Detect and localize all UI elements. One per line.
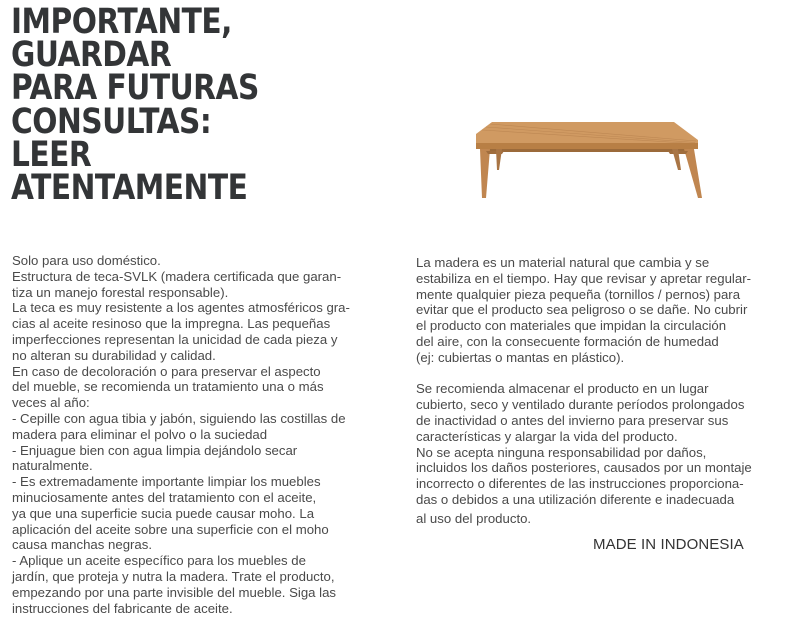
text-line: veces al año: xyxy=(12,395,90,411)
text-line: - Aplique un aceite específico para los muebles de xyxy=(12,553,306,569)
text-line: mente qualquier pieza pequeña (tornillos / pernos) para xyxy=(416,286,741,302)
title-line: ATENTAMENTE xyxy=(11,168,248,209)
table-edge xyxy=(476,143,698,149)
title-line: LEER xyxy=(11,134,92,175)
text-line: de inactividad o antes del invierno para preservar sus xyxy=(416,412,729,428)
text-line: evitar que el producto sea peligroso o se dañe. No cubrir xyxy=(416,302,748,318)
text-line: tiza un manejo forestal responsable). xyxy=(12,284,229,300)
title-line: IMPORTANTE, xyxy=(11,2,232,42)
care-instructions-right xyxy=(416,255,781,527)
care-instructions-left xyxy=(12,253,382,616)
text-line: ya que una superficie sucia puede causar moho. La xyxy=(12,505,315,521)
text-line: incluidos los daños posteriores, causados por un montaje xyxy=(416,460,752,476)
text-line: no alteran su durabilidad y calidad. xyxy=(12,347,216,363)
text-line: - Cepille con agua tibia y jabón, siguiendo las costillas de xyxy=(12,410,346,426)
text-line: características y alargar la vida del producto. xyxy=(416,428,678,444)
text-line: La madera es un material natural que cambia y se xyxy=(416,255,710,270)
text-line: cubierto, seco y ventilado durante períodos prolongados xyxy=(416,397,745,413)
text-line: aplicación del aceite sobre una superficie con el moho xyxy=(12,521,329,537)
text-line: estabiliza en el tiempo. Hay que revisar y apretar regular- xyxy=(416,270,751,286)
text-line: incorrecto o diferentes de las instrucciones proporciona- xyxy=(416,476,744,492)
table-leg xyxy=(496,149,502,170)
text-line: al uso del producto. xyxy=(416,510,532,526)
text-line: - Enjuague bien con agua limpia dejándolo secar xyxy=(12,442,298,458)
text-line: del aire, con la consecuente formación de humedad xyxy=(416,333,719,349)
text-line: naturalmente. xyxy=(12,458,93,474)
text-line: del mueble, se recomienda un tratamiento una o más xyxy=(12,379,324,395)
text-line: minuciosamente antes del tratamiento con el aceite, xyxy=(12,489,317,505)
text-line: - Es extremadamente importante limpiar los muebles xyxy=(12,474,321,490)
text-line: Se recomienda almacenar el producto en un lugar xyxy=(416,381,709,397)
teak-coffee-table-photo xyxy=(462,110,712,205)
text-line: madera para eliminar el polvo o la suciedad xyxy=(12,426,268,442)
text-line: imperfecciones representan la unicidad de cada pieza y xyxy=(12,331,338,347)
text-line: En caso de decoloración o para preservar el aspecto xyxy=(12,363,321,379)
text-line: el producto con materiales que impidan la circulación xyxy=(416,318,727,334)
text-line: Estructura de teca-SVLK (madera certificada que garan- xyxy=(12,268,342,284)
text-line: instrucciones del fabricante de aceite. xyxy=(12,600,233,616)
title-line: GUARDAR xyxy=(11,35,172,76)
text-line: cias al aceite resinoso que la impregna. Las pequeñas xyxy=(12,316,331,332)
text-line: jardín, que proteja y nutra la madera. Trate el producto, xyxy=(12,568,335,584)
text-line: La teca es muy resistente a los agentes atmosféricos gra- xyxy=(12,300,350,316)
title-line: CONSULTAS: xyxy=(11,101,212,142)
text-line: causa manchas negras. xyxy=(12,537,153,553)
text-line: No se acepta ninguna responsabilidad por daños, xyxy=(416,444,707,460)
text-line: (ej: cubiertas o mantas en plástico). xyxy=(416,349,625,365)
page-title xyxy=(11,2,295,209)
made-in-label: MADE IN INDONESIA xyxy=(593,536,744,553)
table-leg xyxy=(684,149,702,198)
text-line: empezando por una parte invisible del mueble. Siga las xyxy=(12,584,337,600)
text-line: das o debidos a una utilización diferente e inadecuada xyxy=(416,491,735,507)
table-leg xyxy=(480,149,490,198)
text-line: Solo para uso doméstico. xyxy=(12,253,161,268)
title-line: PARA FUTURAS xyxy=(11,68,259,109)
